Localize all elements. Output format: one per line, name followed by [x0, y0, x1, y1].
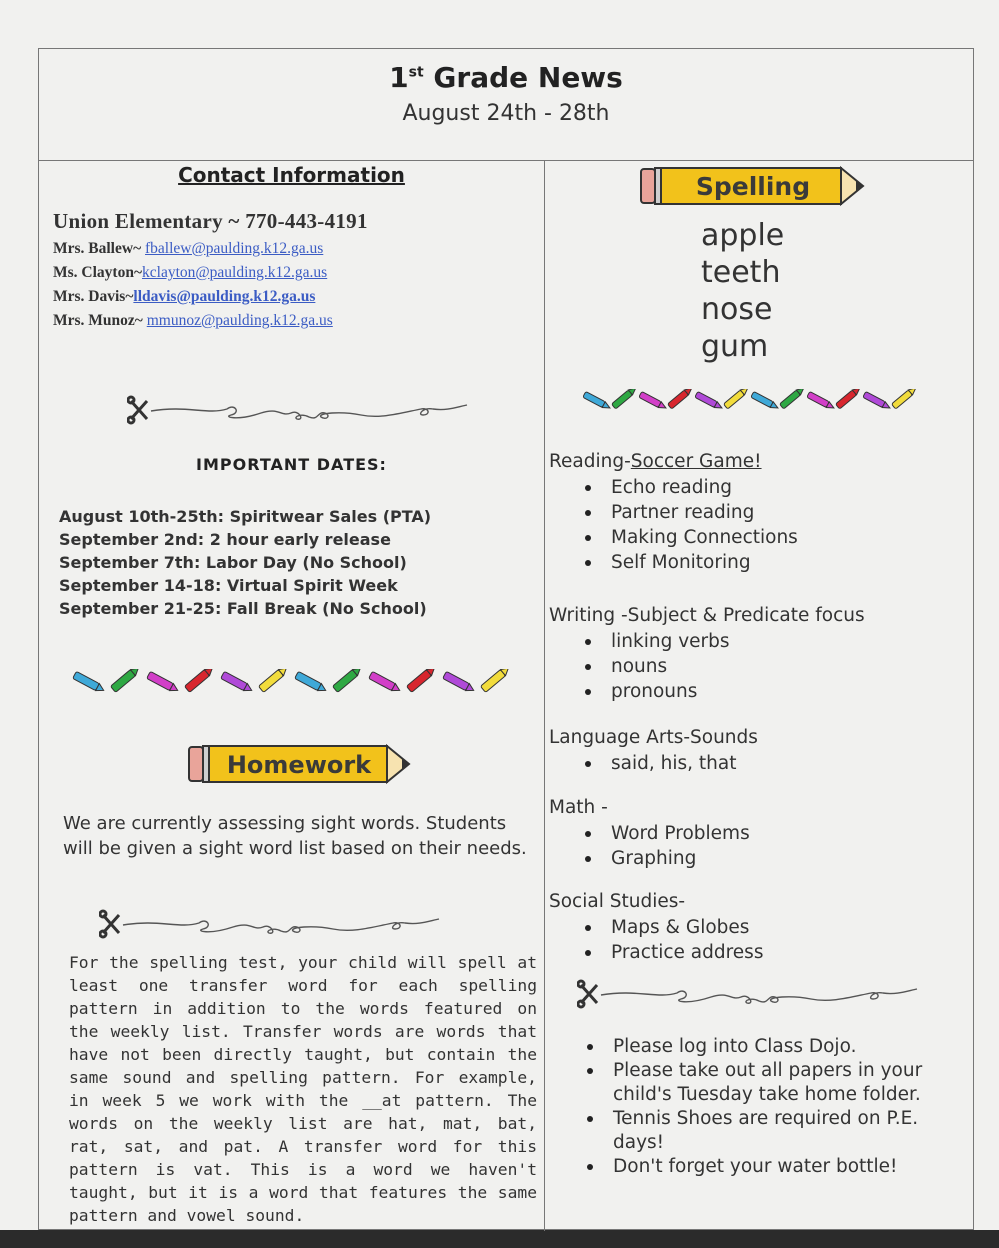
crayon-icon — [611, 389, 637, 409]
language-arts-heading: Language Arts-Sounds — [549, 727, 758, 748]
title-number: 1 — [389, 61, 409, 94]
list-item: Practice address — [611, 942, 764, 963]
spelling-word: apple — [701, 218, 785, 253]
teacher-name: Ms. Clayton~ — [53, 264, 143, 281]
crayon-icon — [751, 391, 780, 410]
date-item: August 10th-25th: Spiritwear Sales (PTA) — [59, 507, 432, 526]
writing-heading: Writing -Subject & Predicate focus — [549, 605, 865, 626]
language-arts-list — [549, 751, 758, 776]
important-dates-heading: IMPORTANT DATES: — [196, 455, 387, 474]
scissors-divider — [127, 395, 487, 425]
reading-section — [549, 449, 798, 575]
teacher-email-link[interactable]: fballew@paulding.k12.ga.us — [145, 240, 324, 257]
list-item: Please log into Class Dojo. — [613, 1035, 969, 1059]
crayon-icon — [332, 669, 362, 692]
list-item: Tennis Shoes are required on P.E. days! — [613, 1107, 969, 1155]
newsletter-title — [39, 61, 973, 94]
crayon-icon — [295, 671, 328, 694]
teacher-email-link[interactable]: lldavis@paulding.k12.ga.us — [133, 288, 316, 305]
spelling-pencil-banner — [639, 163, 871, 209]
spelling-word-list — [701, 217, 784, 365]
crayon-icon — [639, 391, 668, 410]
crayon-icon — [723, 389, 749, 409]
crayon-icon — [863, 391, 892, 410]
crayon-icon — [695, 391, 724, 410]
newsletter-frame — [38, 48, 974, 1230]
social-studies-list — [549, 915, 763, 965]
crayon-icon — [258, 669, 288, 692]
math-heading: Math - — [549, 797, 608, 818]
crayon-icon — [667, 389, 693, 409]
teacher-list — [53, 237, 333, 333]
crayon-icon — [480, 669, 510, 692]
contact-heading: Contact Information — [178, 163, 405, 187]
crayon-icon — [221, 671, 254, 694]
list-item: Echo reading — [611, 475, 798, 500]
column-divider — [544, 161, 545, 1231]
crayon-icon — [110, 669, 140, 692]
crayon-icon — [779, 389, 805, 409]
crayon-icon — [807, 391, 836, 410]
teacher-name: Mrs. Munoz~ — [53, 312, 147, 329]
crayon-border — [65, 669, 525, 713]
homework-text: We are currently assessing sight words. Students will be given a sight word list based on their needs. — [63, 813, 527, 859]
crayon-icon — [406, 669, 436, 692]
crayon-border — [575, 389, 935, 425]
spelling-label: Spelling — [695, 172, 811, 201]
list-item: Making Connections — [611, 527, 798, 548]
reading-heading — [549, 449, 798, 475]
transfer-word-text: For the spelling test, your child will spell at least one transfer word for each spelling pattern in addition to the words featured on the weekly list. Transfer words are words that have not been directly taught, but contain the same sound and spelling pattern. For example, in week 5 we work with the __at pattern. The words on the weekly list are hat, mat, bat, rat, sat, and pat. A transfer word for this pattern is vat. This is a word we haven't taught, but it is a word that features the same pattern and vowel sound. — [69, 953, 537, 1225]
writing-section — [549, 603, 865, 704]
list-item: Self Monitoring — [611, 550, 798, 575]
list-item: Don't forget your water bottle! — [613, 1155, 969, 1179]
date-item: September 2nd: 2 hour early release — [59, 530, 391, 549]
reminders-section — [549, 1035, 969, 1179]
scissors-icon — [128, 397, 147, 423]
important-dates-list — [59, 505, 431, 620]
date-item: September 14-18: Virtual Spirit Week — [59, 576, 398, 595]
title-text: Grade News — [423, 61, 623, 94]
teacher-email-link[interactable]: mmunoz@paulding.k12.ga.us — [146, 312, 333, 329]
date-item: September 7th: Labor Day (No School) — [59, 553, 407, 572]
teacher-row — [53, 285, 333, 309]
list-item: Word Problems — [611, 823, 750, 844]
date-range: August 24th - 28th — [402, 101, 610, 126]
list-item: Partner reading — [611, 500, 798, 525]
list-item: Maps & Globes — [611, 915, 763, 940]
teacher-name: Mrs. Davis~ — [53, 288, 134, 305]
reminders-list — [549, 1035, 969, 1179]
teacher-row — [53, 261, 333, 285]
scissors-divider — [99, 909, 459, 939]
pencil-eraser — [189, 747, 203, 781]
math-section — [549, 795, 750, 871]
social-studies-heading: Social Studies- — [549, 891, 686, 912]
crayon-icon — [891, 389, 917, 409]
homework-pencil-banner — [187, 741, 417, 787]
list-item: linking verbs — [611, 629, 865, 654]
teacher-row — [53, 309, 333, 333]
writing-list — [549, 629, 865, 704]
crayon-icon — [184, 669, 214, 692]
list-item: said, his, that — [611, 751, 758, 776]
school-info: Union Elementary ~ 770-443-4191 — [53, 209, 368, 233]
teacher-row — [53, 237, 333, 261]
teacher-name: Mrs. Ballew~ — [53, 240, 146, 257]
reading-list — [549, 475, 798, 575]
crayon-icon — [835, 389, 861, 409]
teacher-email-link[interactable]: kclayton@paulding.k12.ga.us — [142, 264, 328, 281]
crayon-icon — [583, 391, 612, 410]
language-arts-section — [549, 725, 758, 776]
pencil-eraser — [641, 169, 655, 203]
scissors-divider — [577, 979, 937, 1009]
list-item: Graphing — [611, 846, 750, 871]
crayon-icon — [369, 671, 402, 694]
homework-label: Homework — [226, 751, 372, 779]
date-item: September 21-25: Fall Break (No School) — [59, 599, 427, 618]
spelling-word: teeth — [701, 255, 781, 290]
crayon-icon — [73, 671, 106, 694]
title-ordinal: st — [408, 64, 424, 81]
math-list — [549, 821, 750, 871]
soccer-game-link[interactable]: Soccer Game! — [630, 451, 762, 472]
spelling-word: nose — [701, 292, 773, 327]
newsletter-header — [39, 49, 973, 161]
scissors-icon — [100, 911, 119, 937]
scissors-icon — [578, 981, 597, 1007]
spelling-word: gum — [701, 329, 769, 364]
list-item: Please take out all papers in your child's Tuesday take home folder. — [613, 1059, 969, 1107]
reading-label: Reading- — [549, 451, 631, 472]
crayon-icon — [443, 671, 476, 694]
list-item: nouns — [611, 654, 865, 679]
list-item: pronouns — [611, 679, 865, 704]
screen-bottom-edge — [0, 1230, 999, 1248]
crayon-icon — [147, 671, 180, 694]
social-studies-section — [549, 889, 763, 965]
